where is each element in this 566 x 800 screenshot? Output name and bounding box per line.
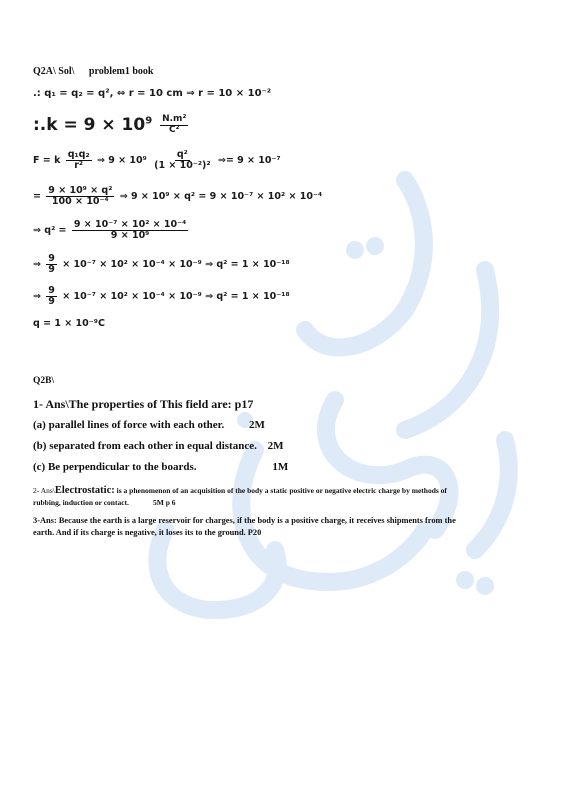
ans2-prefix: 2- Ans\ xyxy=(33,486,55,495)
ans3-paragraph xyxy=(33,515,533,539)
force-fraction-2-denominator: (1 × 10⁻²)² xyxy=(154,159,211,171)
force-fraction-numerator: q₁q₂ xyxy=(67,149,90,160)
force-rhs: ⇒= 9 × 10⁻⁷ xyxy=(217,154,281,166)
property-text: (c) Be perpendicular to the boards. xyxy=(33,461,197,473)
coulomb-constant xyxy=(33,115,190,135)
property-item xyxy=(33,461,288,473)
ans3-line-2: earth. And if its charge is negative, it loses its to the ground. P20 xyxy=(33,528,262,537)
eq2-numerator: 9 × 10⁹ × q² xyxy=(48,185,113,196)
property-mark: 2M xyxy=(267,440,284,452)
ans2-term: Electrostatic: xyxy=(54,485,115,496)
k-unit-numerator: N.m² xyxy=(162,114,187,125)
force-lhs: F = k xyxy=(33,154,61,166)
given-values: .: q₁ = q₂ = q², ⇔ r = 10 cm ⇒ r = 10 × 10⁻² xyxy=(33,88,272,99)
k-expression: :.k = 9 × 10 xyxy=(33,115,146,135)
property-text: (a) parallel lines of force with each other. xyxy=(33,419,225,431)
eq4-denominator: 9 xyxy=(48,263,55,275)
eq2-fraction xyxy=(46,186,114,207)
eq2-rhs: ⇒ 9 × 10⁹ × q² = 9 × 10⁻⁷ × 10² × 10⁻⁴ xyxy=(119,190,323,202)
eq5-arrow: ⇒ xyxy=(33,290,41,302)
eq3-numerator: 9 × 10⁻⁷ × 10² × 10⁻⁴ xyxy=(73,219,187,230)
k-unit-denominator: C² xyxy=(168,124,180,135)
eq5-numerator: 9 xyxy=(48,285,55,296)
final-result: q = 1 × 10⁻⁹C xyxy=(33,318,105,329)
property-text: (b) separated from each other in equal distance. xyxy=(33,440,257,452)
k-unit xyxy=(160,115,188,135)
q2a-label: Q2A\ Sol\ xyxy=(33,66,75,77)
eq3-lhs: ⇒ q² = xyxy=(33,224,67,236)
force-fraction xyxy=(66,150,92,171)
eq4-rhs: × 10⁻⁷ × 10² × 10⁻⁴ × 10⁻⁹ ⇒ q² = 1 × 10⁻¹⁸ xyxy=(62,258,290,270)
property-item xyxy=(33,440,284,452)
property-mark: 2M xyxy=(249,419,265,431)
force-fraction-denominator: r² xyxy=(74,159,84,171)
eq5-fraction xyxy=(46,286,57,307)
equation-4 xyxy=(33,254,290,275)
force-equation xyxy=(33,150,281,171)
ans2-paragraph xyxy=(33,485,533,509)
force-middle: ⇒ 9 × 10⁹ xyxy=(96,154,147,166)
k-exponent: 9 xyxy=(145,115,153,127)
eq4-arrow: ⇒ xyxy=(33,258,41,270)
force-fraction-2 xyxy=(152,150,212,171)
q2b-header: Q2B\ xyxy=(33,376,55,386)
eq5-rhs: × 10⁻⁷ × 10² × 10⁻⁴ × 10⁻⁹ ⇒ q² = 1 × 10⁻¹⁸ xyxy=(62,290,290,302)
eq4-numerator: 9 xyxy=(48,253,55,264)
force-fraction-2-numerator: q² xyxy=(176,149,188,160)
equation-2: = $\frac{\text{9 × 10⁹ × q²}}{\text{100 × 10⁻⁴}}$ ⇒ 9 × 10⁹ × q² = 9 × 10⁻⁷ × 10² × 10⁻⁴ xyxy=(33,185,323,207)
equation-3 xyxy=(33,220,190,241)
q2a-reference: problem1 book xyxy=(88,66,154,77)
eq2-denominator: 100 × 10⁻⁴ xyxy=(51,195,109,207)
eq4-fraction xyxy=(46,254,57,275)
eq3-fraction xyxy=(72,220,189,241)
ans2-reference: 5M p 6 xyxy=(153,498,176,507)
ans2-body-2: rubbing, induction or contact. xyxy=(33,498,129,507)
property-mark: 1M xyxy=(272,461,289,473)
equation-5 xyxy=(33,286,290,307)
ans3-line-1: 3-Ans: Because the earth is a large reservoir for charges, if the body is a positive charge, it receives shipments from the xyxy=(33,516,456,525)
q2a-header xyxy=(33,66,153,77)
eq3-denominator: 9 × 10⁹ xyxy=(110,229,150,241)
eq5-denominator: 9 xyxy=(48,295,55,307)
ans2-body: is a phenomenon of an acquisition of the body a static positive or negative electric charge by methods of xyxy=(114,486,447,495)
ans1-title: 1- Ans\The properties of This field are: p17 xyxy=(33,397,254,411)
property-item xyxy=(33,419,265,431)
